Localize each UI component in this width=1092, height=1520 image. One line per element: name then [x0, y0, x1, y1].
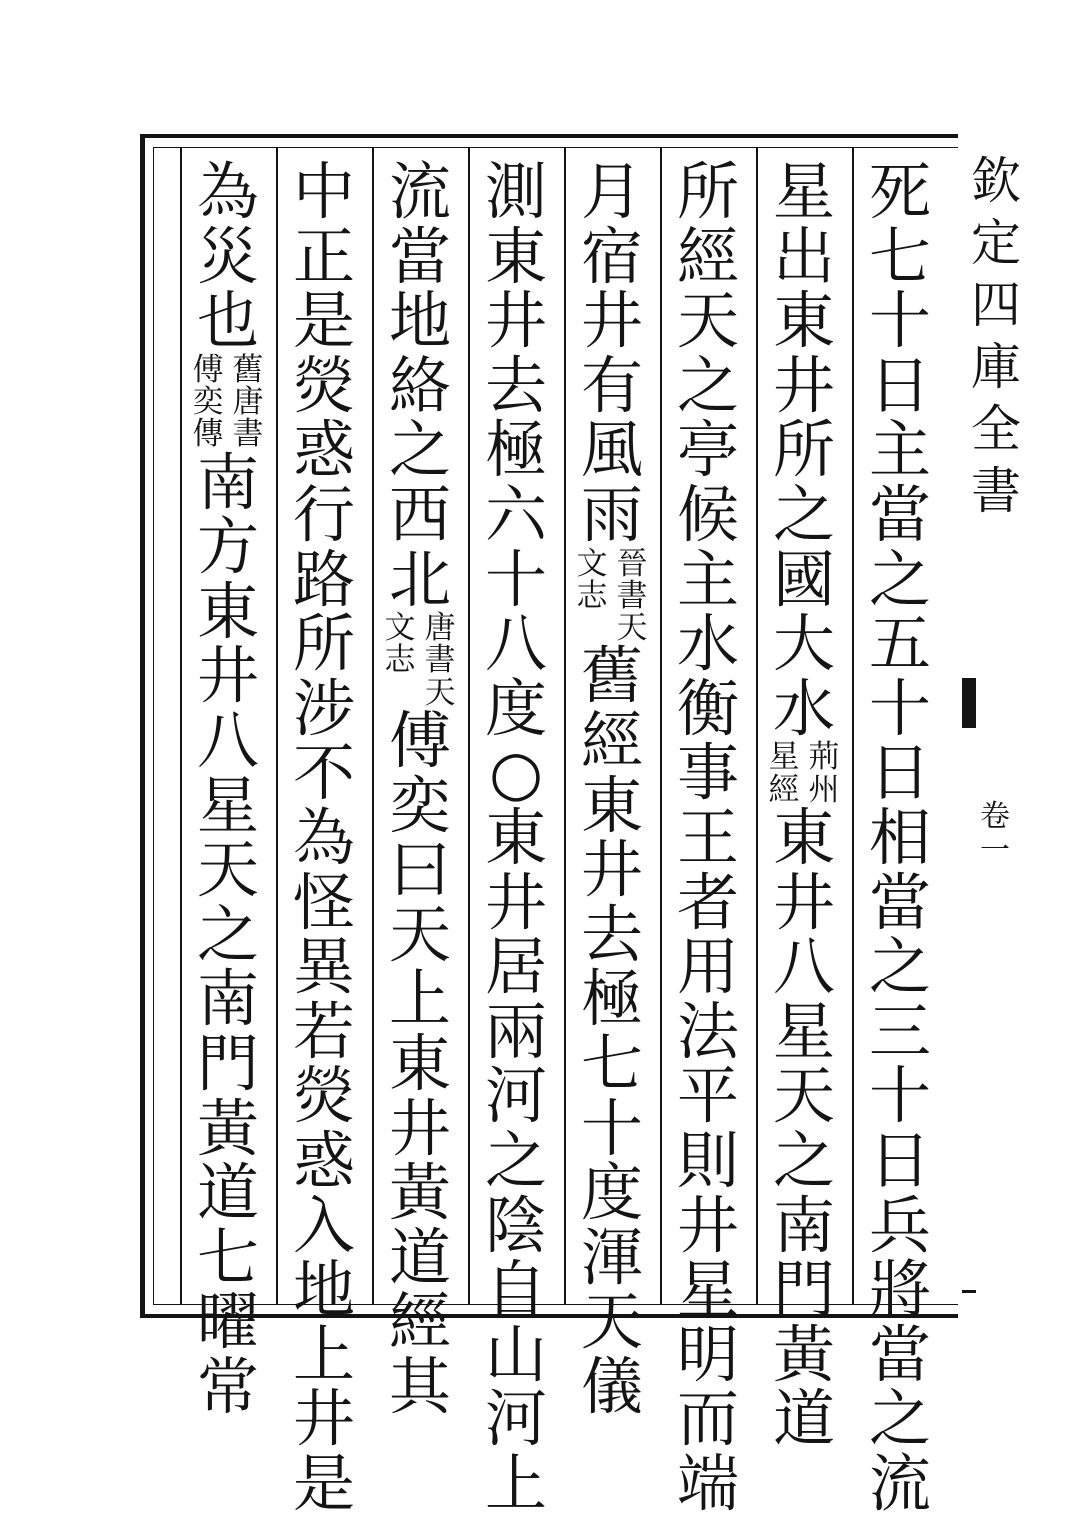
main-character: 三: [868, 994, 931, 1068]
main-character: 異: [292, 930, 355, 1004]
main-character: 東: [484, 800, 547, 874]
column-rule: [276, 148, 278, 1305]
main-character: 井: [676, 1188, 739, 1262]
main-character: 門: [772, 1253, 835, 1327]
volume-label: [980, 800, 1010, 868]
main-character: 也: [196, 284, 259, 358]
main-character: 宿: [580, 219, 643, 293]
main-character: 所: [292, 607, 355, 681]
main-character: 井: [484, 865, 547, 939]
main-character: 所: [772, 413, 835, 487]
main-character: 測: [484, 155, 547, 228]
note-line-left: [574, 545, 610, 645]
main-character: 黃: [196, 1091, 259, 1165]
main-character: 當: [388, 219, 451, 293]
main-character: 井: [484, 284, 547, 358]
main-character: 七: [580, 1027, 643, 1101]
main-character: 有: [580, 348, 643, 422]
main-character: 南: [196, 962, 259, 1036]
main-character: 天: [196, 833, 259, 907]
main-character: 常: [196, 1349, 259, 1423]
main-character: 道: [196, 1156, 259, 1230]
main-character: 山: [484, 1317, 547, 1391]
main-character: 熒: [292, 1059, 355, 1133]
title-character: 四: [971, 276, 1021, 334]
main-character: 儀: [580, 1349, 643, 1423]
main-character: 之: [388, 413, 451, 487]
main-character: 風: [580, 413, 643, 487]
note-character: 志: [384, 642, 416, 679]
main-character: 曜: [196, 1285, 259, 1359]
main-character: 井: [580, 284, 643, 358]
main-character: 上: [388, 962, 451, 1036]
main-character: 井: [772, 348, 835, 422]
book-title-vertical: [966, 150, 1026, 522]
main-character: 星: [196, 768, 259, 842]
note-character: 奕: [192, 384, 224, 421]
main-character: 事: [676, 736, 739, 810]
main-character: 衡: [676, 671, 739, 745]
main-character: 七: [196, 1220, 259, 1294]
main-character: 北: [388, 542, 451, 616]
main-character: 惑: [292, 413, 355, 487]
main-character: 者: [676, 865, 739, 939]
main-character: 八: [196, 704, 259, 778]
main-character: 亭: [676, 413, 739, 487]
text-column: [572, 155, 652, 1423]
main-character: 流: [388, 155, 451, 228]
main-character: 上: [292, 1317, 355, 1391]
note-character: 書: [424, 642, 456, 679]
fishtail-line: [962, 1290, 976, 1293]
main-character: 相: [868, 800, 931, 874]
main-character: 行: [292, 477, 355, 551]
main-character: 經: [388, 1285, 451, 1359]
note-character: 傅: [192, 351, 224, 388]
main-character: 舊: [580, 639, 643, 713]
main-character: 為: [196, 155, 259, 228]
main-character: 陰: [484, 1188, 547, 1262]
main-character: 路: [292, 542, 355, 616]
main-character: 七: [868, 219, 931, 293]
main-character: 之: [484, 1123, 547, 1197]
note-character: 州: [808, 771, 840, 808]
main-character: 門: [196, 1027, 259, 1101]
note-line-right: [614, 545, 650, 647]
main-character: 渾: [580, 1220, 643, 1294]
column-rule: [372, 148, 374, 1305]
main-character: 井: [772, 865, 835, 939]
note-character: 書: [232, 416, 264, 453]
main-character: 東: [772, 800, 835, 874]
main-character: 東: [196, 574, 259, 648]
main-character: 怪: [292, 865, 355, 939]
main-character: 是: [292, 284, 355, 358]
main-character: 黃: [388, 1156, 451, 1230]
main-character: 之: [676, 348, 739, 422]
note-character: 唐: [424, 610, 456, 647]
interlinear-note: [382, 612, 458, 709]
main-character: 當: [868, 477, 931, 551]
column-rule: [660, 148, 662, 1305]
main-character: 出: [772, 219, 835, 293]
main-character: 死: [868, 155, 931, 228]
main-character: 自: [484, 1253, 547, 1327]
main-character: 天: [772, 1059, 835, 1133]
main-character: 天: [676, 284, 739, 358]
main-character: 災: [196, 219, 259, 293]
main-character: 東: [580, 768, 643, 842]
title-character: 定: [971, 214, 1021, 272]
main-character: 極: [484, 413, 547, 487]
main-character: 法: [676, 994, 739, 1068]
interlinear-note: [766, 741, 842, 806]
main-character: 國: [772, 542, 835, 616]
main-character: 主: [676, 542, 739, 616]
note-line-left: [190, 351, 226, 453]
note-character: 晉: [616, 545, 648, 582]
main-character: 傅: [388, 704, 451, 778]
note-character: 天: [616, 610, 648, 647]
note-character: 文: [384, 610, 416, 647]
main-character: 而: [676, 1382, 739, 1456]
main-character: 度: [580, 1156, 643, 1230]
main-character: 流: [868, 1446, 931, 1520]
title-character: 書: [971, 462, 1021, 520]
main-character: 上: [484, 1446, 547, 1520]
main-character: 平: [676, 1059, 739, 1133]
note-line-left: [382, 612, 418, 709]
main-character: 十: [868, 1059, 931, 1133]
main-character: 地: [388, 284, 451, 358]
main-character: 井: [388, 1091, 451, 1165]
main-character: 去: [484, 348, 547, 422]
main-character: 絡: [388, 348, 451, 422]
main-character: 之: [868, 1382, 931, 1456]
main-character: 大: [772, 607, 835, 681]
main-character: 中: [292, 155, 355, 228]
main-character: 五: [868, 607, 931, 681]
main-character: 極: [580, 962, 643, 1036]
note-character: 文: [576, 545, 608, 582]
text-column: [284, 155, 364, 1520]
text-column: [188, 155, 268, 1423]
note-character: 唐: [232, 384, 264, 421]
main-character: 度: [484, 671, 547, 745]
interlinear-note: [190, 351, 266, 453]
main-character: 水: [772, 671, 835, 745]
main-character: 日: [868, 736, 931, 810]
volume-character: 一: [980, 833, 1010, 868]
text-column: [860, 155, 940, 1520]
main-character: 天: [388, 897, 451, 971]
text-column: [668, 155, 748, 1520]
main-character: 六: [484, 477, 547, 551]
main-character: 之: [868, 930, 931, 1004]
main-character: 其: [388, 1349, 451, 1423]
main-character: 十: [484, 542, 547, 616]
main-character: 十: [868, 284, 931, 358]
main-character: 南: [772, 1188, 835, 1262]
main-character: 黃: [772, 1317, 835, 1391]
column-rule: [564, 148, 566, 1305]
main-character: 之: [772, 477, 835, 551]
main-character: 西: [388, 477, 451, 551]
main-character: 天: [580, 1285, 643, 1359]
main-character: 熒: [292, 348, 355, 422]
title-character: 欽: [971, 152, 1021, 210]
main-character: 若: [292, 994, 355, 1068]
main-character: 八: [484, 607, 547, 681]
main-character: 水: [676, 607, 739, 681]
note-character: 荊: [808, 739, 840, 776]
main-character: 東: [388, 1027, 451, 1101]
main-character: 方: [196, 510, 259, 584]
note-line-right: [230, 351, 266, 453]
column-rule: [756, 148, 758, 1305]
main-character: 井: [580, 833, 643, 907]
note-character: 經: [768, 771, 800, 808]
main-character: 經: [676, 219, 739, 293]
main-character: 正: [292, 219, 355, 293]
main-character: 居: [484, 930, 547, 1004]
main-character: 不: [292, 736, 355, 810]
main-character: 端: [676, 1446, 739, 1520]
column-rule: [852, 148, 854, 1305]
note-character: 志: [576, 577, 608, 614]
note-character: 星: [768, 739, 800, 776]
main-character: 星: [772, 155, 835, 228]
main-character: 入: [292, 1188, 355, 1262]
main-character: 是: [292, 1446, 355, 1520]
main-character: 將: [868, 1253, 931, 1327]
main-character: 經: [580, 704, 643, 778]
main-character: 東: [772, 284, 835, 358]
main-character: 南: [196, 445, 259, 519]
main-character: 當: [868, 865, 931, 939]
note-character: 天: [424, 674, 456, 711]
fishtail-mark: [962, 678, 976, 728]
text-column: [380, 155, 460, 1423]
main-character: 涉: [292, 671, 355, 745]
note-character: 舊: [232, 351, 264, 388]
main-character: 星: [772, 994, 835, 1068]
main-character: 日: [868, 1123, 931, 1197]
main-character: 曰: [388, 833, 451, 907]
main-character: 之: [868, 542, 931, 616]
main-character: 當: [868, 1317, 931, 1391]
main-character: 八: [772, 930, 835, 1004]
main-character: 日: [868, 348, 931, 422]
main-character: 去: [580, 897, 643, 971]
main-character: 奕: [388, 768, 451, 842]
main-character: 兩: [484, 994, 547, 1068]
column-rule: [468, 148, 470, 1305]
note-character: 傳: [192, 416, 224, 453]
title-character: 全: [971, 400, 1021, 458]
note-line-left: [766, 741, 802, 806]
main-character: 井: [292, 1382, 355, 1456]
main-character: 地: [292, 1253, 355, 1327]
note-line-right: [806, 741, 842, 806]
main-character: 東: [484, 219, 547, 293]
text-column: [476, 155, 556, 1520]
interlinear-note: [574, 545, 650, 647]
main-character: 兵: [868, 1188, 931, 1262]
main-character: 星: [676, 1253, 739, 1327]
main-character: 用: [676, 930, 739, 1004]
title-character: 庫: [971, 338, 1021, 396]
main-character: 王: [676, 800, 739, 874]
main-character: 雨: [580, 477, 643, 551]
main-character: 河: [484, 1382, 547, 1456]
main-character: 為: [292, 800, 355, 874]
main-character: ○: [488, 736, 544, 810]
main-character: 之: [196, 897, 259, 971]
main-character: 河: [484, 1059, 547, 1133]
volume-character: 卷: [980, 799, 1010, 834]
main-character: 道: [772, 1382, 835, 1456]
main-character: 明: [676, 1317, 739, 1391]
page-margin: [962, 140, 1032, 1320]
column-rule: [180, 148, 182, 1305]
main-character: 候: [676, 477, 739, 551]
note-line-right: [422, 612, 458, 709]
text-column: [764, 155, 844, 1456]
main-character: 主: [868, 413, 931, 487]
main-character: 十: [868, 671, 931, 745]
main-character: 所: [676, 155, 739, 228]
main-character: 月: [580, 155, 643, 228]
main-character: 道: [388, 1220, 451, 1294]
main-character: 十: [580, 1091, 643, 1165]
main-character: 則: [676, 1123, 739, 1197]
main-character: 井: [196, 639, 259, 713]
main-character: 惑: [292, 1123, 355, 1197]
main-character: 之: [772, 1123, 835, 1197]
note-character: 書: [616, 577, 648, 614]
